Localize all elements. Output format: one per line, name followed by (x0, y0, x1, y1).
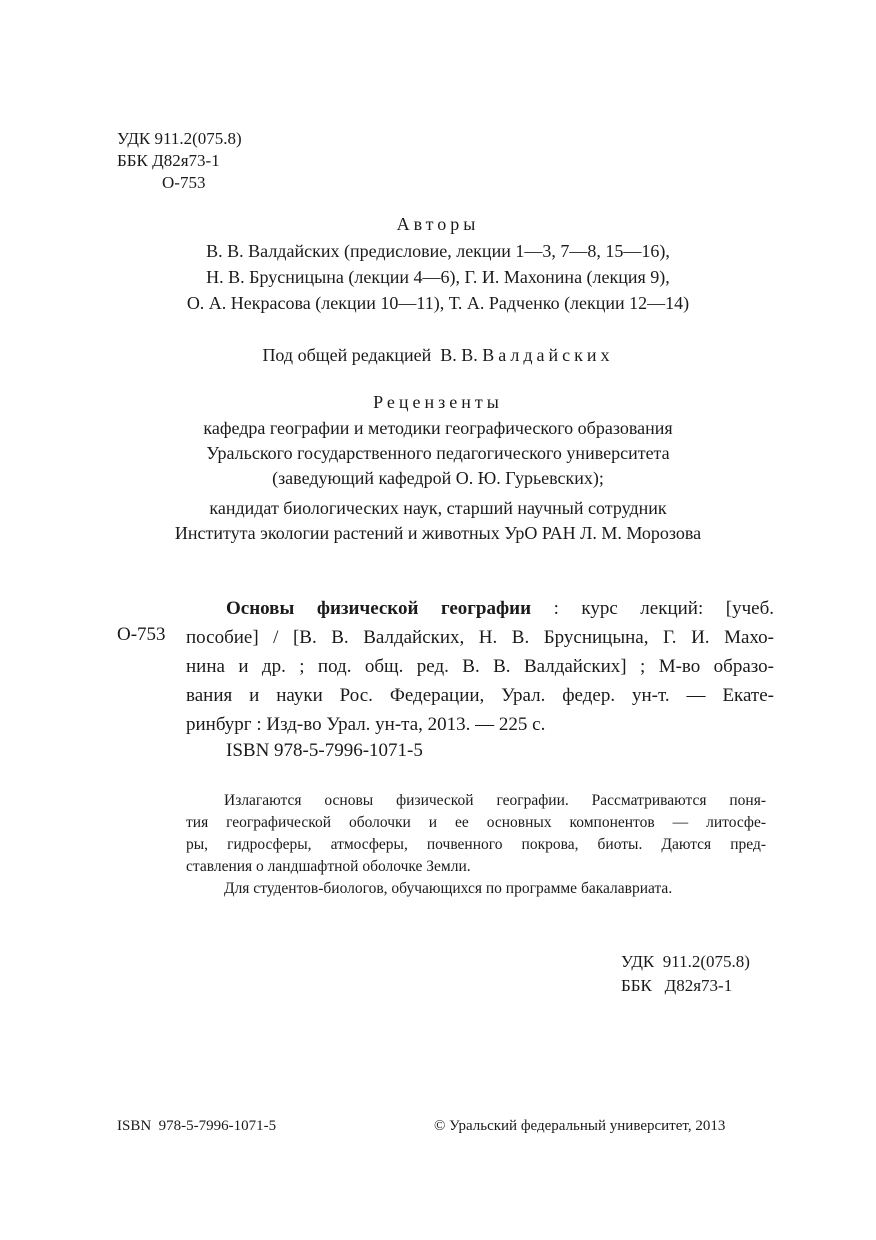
catalog-line-3: нина и др. ; под. общ. ред. В. В. Валдайских] ; М-во образо- (186, 656, 774, 677)
top-classification-codes (117, 128, 242, 194)
author-mark: О-753 (162, 173, 206, 192)
reviewers-block-2 (0, 496, 876, 546)
footer-copyright: © Уральский федеральный университет, 2013 (434, 1118, 726, 1134)
reviewer-line: кафедра географии и методики географического образования (203, 418, 673, 438)
reviewers-block-1 (0, 416, 876, 491)
bbk-code: ББК Д82я73-1 (117, 151, 220, 170)
annotation-audience: Для студентов-биологов, обучающихся по программе бакалавриата. (224, 880, 673, 897)
catalog-line-2: пособие] / [В. В. Валдайских, Н. В. Брусницына, Г. И. Махо- (186, 627, 774, 648)
catalog-line-5: ринбург : Изд-во Урал. ун-та, 2013. — 225 с. (186, 714, 546, 735)
author-line: Н. В. Брусницына (лекции 4—6), Г. И. Махонина (лекция 9), (206, 267, 670, 287)
reviewer-line: Уральского государственного педагогического университета (206, 443, 670, 463)
authors-heading: Авторы (396, 214, 480, 234)
book-title: Основы физической географии (226, 598, 532, 619)
catalog-line-1 (186, 594, 774, 623)
reviewer-line: Института экологии растений и животных УрО РАН Л. М. Морозова (174, 523, 702, 543)
author-line: В. В. Валдайских (предисловие, лекции 1—3, 7—8, 15—16), (206, 241, 670, 261)
reviewers-heading: Рецензенты (373, 392, 503, 412)
annotation-line: ставления о ландшафтной оболочке Земли. (186, 858, 471, 875)
catalog-line-4: вания и науки Рос. Федерации, Урал. федер. ун-т. — Екате- (186, 685, 774, 706)
udk-code: УДК 911.2(075.8) (117, 129, 242, 148)
reviewer-line: кандидат биологических наук, старший научный сотрудник (209, 498, 667, 518)
catalog-isbn: ISBN 978-5-7996-1071-5 (226, 740, 423, 761)
catalog-entry (186, 594, 774, 739)
catalog-code: О-753 (117, 624, 166, 645)
bottom-classification-codes (621, 950, 750, 998)
authors-list (0, 238, 876, 316)
bbk-code-bottom: ББК Д82я73-1 (621, 976, 733, 995)
annotation-line: тия географической оболочки и ее основных компонентов — литосфе- (186, 814, 766, 831)
editor-name: Валдайских (482, 345, 614, 365)
catalog-line-1-rest: : курс лекций: [учеб. (531, 598, 774, 619)
footer-isbn: ISBN 978-5-7996-1071-5 (117, 1118, 277, 1134)
annotation-line: Излагаются основы физической географии. Рассматриваются поня- (224, 792, 766, 809)
annotation (186, 790, 766, 900)
udk-code-bottom: УДК 911.2(075.8) (621, 952, 750, 971)
author-line: О. А. Некрасова (лекции 10—11), Т. А. Радченко (лекции 12—14) (186, 293, 690, 313)
editor-line (0, 342, 876, 368)
reviewer-line: (заведующий кафедрой О. Ю. Гурьевских); (272, 468, 604, 488)
editor-prefix: Под общей редакцией В. В. (262, 345, 483, 365)
annotation-line: ры, гидросферы, атмосферы, почвенного покрова, биоты. Даются пред- (186, 836, 766, 853)
